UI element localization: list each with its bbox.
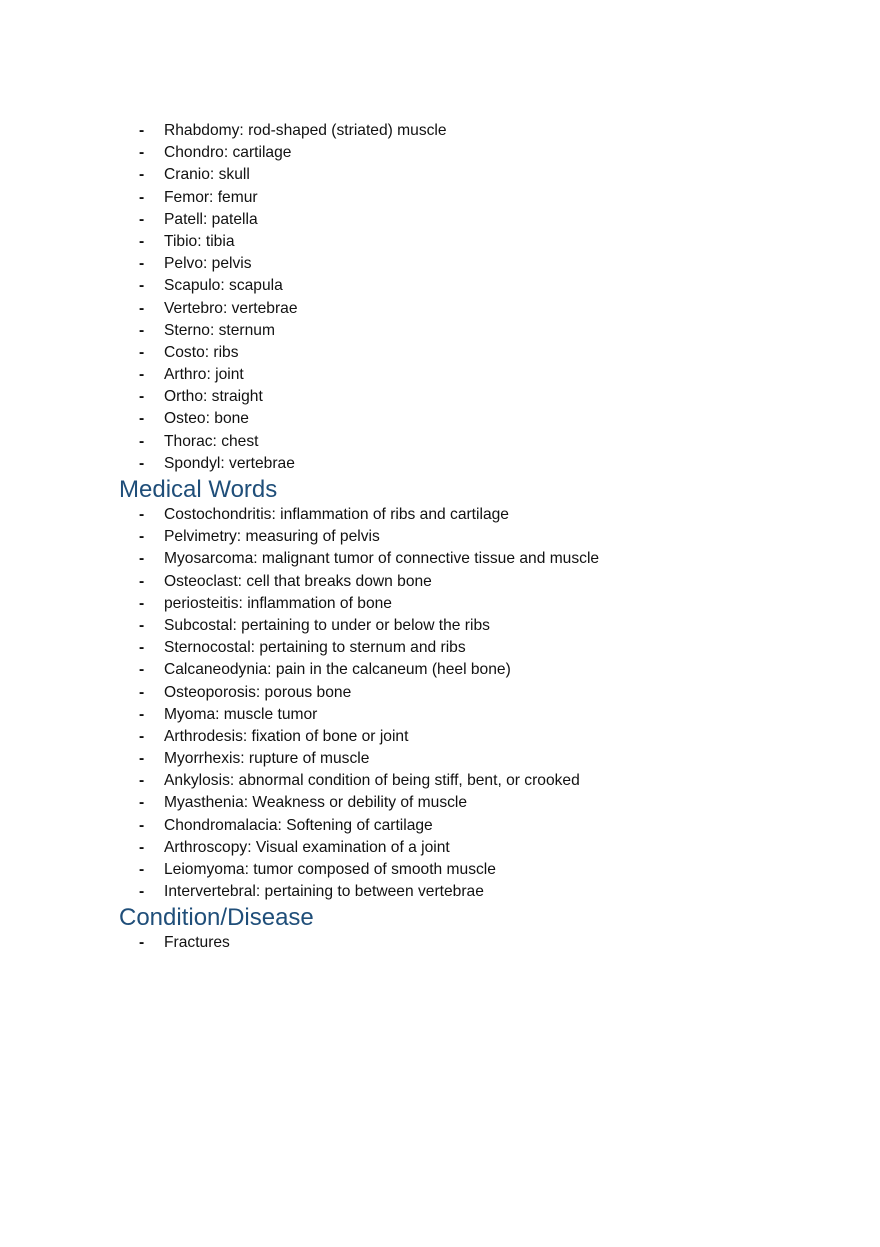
dash-bullet-icon: - [139,727,145,745]
dash-bullet-icon: - [139,705,145,723]
bullet-list [0,120,880,475]
dash-bullet-icon: - [139,616,145,634]
list-item-text: Femor: femur [164,188,258,206]
list-item [0,748,880,770]
list-item [0,726,880,748]
list-item-text: Subcostal: pertaining to under or below the ribs [164,616,490,634]
list-item [0,253,880,275]
dash-bullet-icon: - [139,232,145,250]
list-item [0,164,880,186]
list-item [0,342,880,364]
dash-bullet-icon: - [139,188,145,206]
dash-bullet-icon: - [139,750,145,768]
dash-bullet-icon: - [139,838,145,856]
list-item [0,142,880,164]
list-item-text: Osteoclast: cell that breaks down bone [164,572,432,590]
list-item [0,637,880,659]
list-item-text: Fractures [164,934,230,952]
list-item [0,815,880,837]
dash-bullet-icon: - [139,550,145,568]
list-item-text: Cranio: skull [164,166,250,184]
list-item [0,571,880,593]
dash-bullet-icon: - [139,506,145,523]
dash-bullet-icon: - [139,388,145,406]
list-item-text: Scapulo: scapula [164,277,283,295]
list-item-text: Costochondritis: inflammation of ribs and cartilage [164,506,509,523]
dash-bullet-icon: - [139,432,145,450]
list-item [0,209,880,231]
list-item-text: Sterno: sternum [164,321,275,339]
dash-bullet-icon: - [139,277,145,295]
list-item [0,231,880,253]
list-item-text: Chondro: cartilage [164,144,292,162]
dash-bullet-icon: - [139,299,145,317]
dash-bullet-icon: - [139,454,145,472]
list-item [0,120,880,142]
dash-bullet-icon: - [139,410,145,428]
list-item [0,859,880,881]
list-item [0,364,880,386]
list-item-text: Arthroscopy: Visual examination of a joint [164,838,450,856]
list-item-text: Tibio: tibia [164,232,235,250]
list-item-text: Myorrhexis: rupture of muscle [164,750,370,768]
list-item-text: Vertebro: vertebrae [164,299,298,317]
list-item-text: Ankylosis: abnormal condition of being stiff, bent, or crooked [164,772,580,790]
list-item [0,770,880,792]
list-item-text: Leiomyoma: tumor composed of smooth muscle [164,861,496,878]
list-item [0,187,880,209]
list-item-text: Patell: patella [164,210,258,228]
list-item-text: Arthro: joint [164,366,244,384]
list-item [0,453,880,475]
list-item-text: periosteitis: inflammation of bone [164,594,392,612]
list-item-text: Chondromalacia: Softening of cartilage [164,816,433,834]
list-item-text: Spondyl: vertebrae [164,454,295,472]
list-item-text: Costo: ribs [164,343,239,361]
dash-bullet-icon: - [139,321,145,339]
list-item [0,932,880,954]
list-item [0,548,880,570]
list-item-text: Pelvo: pelvis [164,255,252,273]
list-item-text: Myoma: muscle tumor [164,705,318,723]
list-item [0,792,880,814]
list-item-text: Ortho: straight [164,388,263,406]
list-item [0,298,880,320]
document-body [0,120,880,955]
dash-bullet-icon: - [139,816,145,834]
dash-bullet-icon: - [139,343,145,361]
list-item-text: Osteo: bone [164,410,249,428]
dash-bullet-icon: - [139,366,145,384]
list-item-text: Rhabdomy: rod-shaped (striated) muscle [164,122,447,139]
list-item [0,881,880,903]
list-item [0,526,880,548]
dash-bullet-icon: - [139,772,145,790]
list-item [0,615,880,637]
list-item [0,431,880,453]
list-item-text: Thorac: chest [164,432,259,450]
dash-bullet-icon: - [139,144,145,162]
bullet-list [0,932,880,954]
list-item [0,682,880,704]
list-item-text: Osteoporosis: porous bone [164,683,352,701]
list-item-text: Calcaneodynia: pain in the calcaneum (heel bone) [164,661,511,679]
section-heading: Medical Words [119,476,278,503]
dash-bullet-icon: - [139,122,145,139]
bullet-list [0,504,880,903]
dash-bullet-icon: - [139,661,145,679]
dash-bullet-icon: - [139,883,145,901]
list-item [0,659,880,681]
blank-page-area [0,975,880,1247]
dash-bullet-icon: - [139,255,145,273]
dash-bullet-icon: - [139,861,145,878]
list-item-text: Intervertebral: pertaining to between vertebrae [164,883,484,901]
list-item-text: Arthrodesis: fixation of bone or joint [164,727,409,745]
list-item-text: Myosarcoma: malignant tumor of connective tissue and muscle [164,550,600,568]
list-item [0,275,880,297]
list-item [0,837,880,859]
section-heading: Condition/Disease [119,904,314,932]
list-item [0,504,880,526]
dash-bullet-icon: - [139,166,145,184]
dash-bullet-icon: - [139,594,145,612]
list-item-text: Pelvimetry: measuring of pelvis [164,528,380,546]
list-item [0,593,880,615]
dash-bullet-icon: - [139,528,145,546]
list-item [0,386,880,408]
list-item [0,408,880,430]
dash-bullet-icon: - [139,572,145,590]
dash-bullet-icon: - [139,934,145,952]
dash-bullet-icon: - [139,639,145,657]
list-item [0,320,880,342]
dash-bullet-icon: - [139,683,145,701]
list-item [0,704,880,726]
dash-bullet-icon: - [139,794,145,812]
list-item-text: Myasthenia: Weakness or debility of muscle [164,794,468,812]
list-item-text: Sternocostal: pertaining to sternum and ribs [164,639,466,657]
dash-bullet-icon: - [139,210,145,228]
